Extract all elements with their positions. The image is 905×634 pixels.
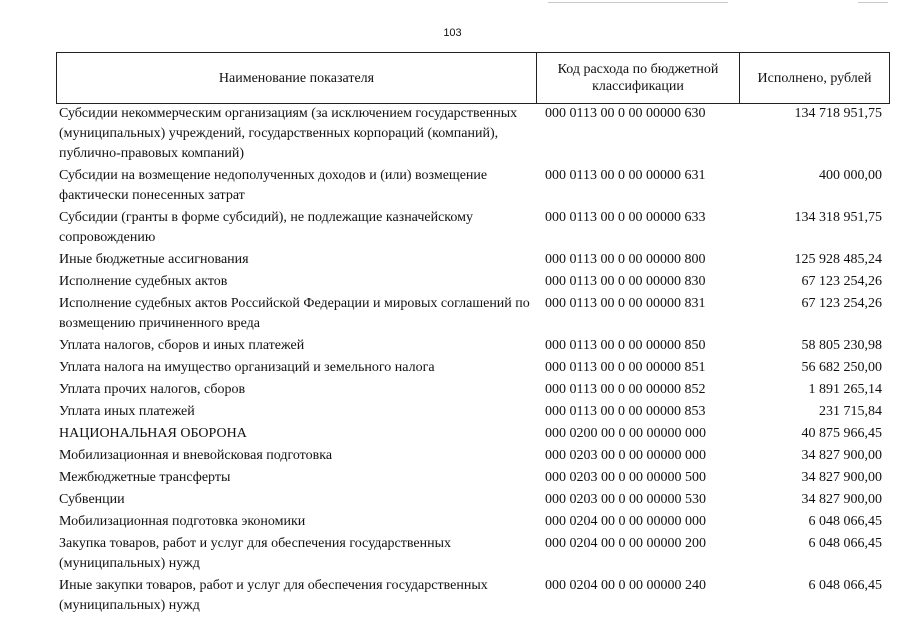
row-code: 000 0113 00 0 00 00000 830 bbox=[545, 274, 706, 289]
row-amount: 134 718 951,75 bbox=[794, 106, 882, 121]
table-row bbox=[56, 402, 890, 422]
row-name: НАЦИОНАЛЬНАЯ ОБОРОНА bbox=[59, 426, 247, 441]
table-row bbox=[56, 294, 890, 334]
row-name: Мобилизационная и вневойсковая подготовка bbox=[59, 448, 333, 463]
row-amount: 58 805 230,98 bbox=[801, 338, 882, 353]
table-row bbox=[56, 490, 890, 510]
table-row bbox=[56, 336, 890, 356]
row-amount: 34 827 900,00 bbox=[801, 448, 882, 463]
row-name: Уплата прочих налогов, сборов bbox=[59, 382, 246, 397]
table-row bbox=[56, 250, 890, 270]
row-amount: 34 827 900,00 bbox=[801, 470, 882, 485]
row-name: Субвенции bbox=[59, 492, 125, 507]
table-row bbox=[56, 424, 890, 444]
row-amount: 40 875 966,45 bbox=[801, 426, 882, 441]
row-code: 000 0113 00 0 00 00000 630 bbox=[545, 106, 706, 121]
row-amount: 6 048 066,45 bbox=[808, 578, 882, 593]
row-name: Уплата иных платежей bbox=[59, 404, 195, 419]
row-code: 000 0113 00 0 00 00000 800 bbox=[545, 252, 706, 267]
row-code: 000 0113 00 0 00 00000 831 bbox=[545, 296, 706, 311]
scan-artifact-line bbox=[548, 2, 728, 3]
header-amount: Исполнено, рублей bbox=[757, 70, 872, 86]
row-name: Закупка товаров, работ и услуг для обеспечения государственных (муниципальных) нужд bbox=[59, 536, 452, 571]
table-row bbox=[56, 512, 890, 532]
row-amount: 67 123 254,26 bbox=[801, 296, 882, 311]
row-name: Субсидии (гранты в форме субсидий), не подлежащие казначейскому сопровождению bbox=[59, 210, 473, 245]
row-name: Исполнение судебных актов Российской Федерации и мировых соглашений по возмещению причиненного вреда bbox=[59, 296, 530, 331]
table-row bbox=[56, 534, 890, 574]
row-name: Межбюджетные трансферты bbox=[59, 470, 231, 485]
row-code: 000 0203 00 0 00 00000 530 bbox=[545, 492, 706, 507]
row-name: Уплата налогов, сборов и иных платежей bbox=[59, 338, 305, 353]
row-amount: 134 318 951,75 bbox=[794, 210, 882, 225]
row-code: 000 0113 00 0 00 00000 633 bbox=[545, 210, 706, 225]
scan-artifact-line bbox=[858, 2, 888, 3]
row-amount: 1 891 265,14 bbox=[808, 382, 882, 397]
table-row bbox=[56, 166, 890, 206]
row-amount: 67 123 254,26 bbox=[801, 274, 882, 289]
row-amount: 56 682 250,00 bbox=[801, 360, 882, 375]
table-row bbox=[56, 358, 890, 378]
row-code: 000 0204 00 0 00 00000 200 bbox=[545, 536, 706, 551]
header-code: Код расхода по бюджетной классификации bbox=[537, 53, 740, 103]
row-code: 000 0113 00 0 00 00000 853 bbox=[545, 404, 706, 419]
row-code: 000 0203 00 0 00 00000 000 bbox=[545, 448, 706, 463]
row-name: Исполнение судебных актов bbox=[59, 274, 228, 289]
row-amount: 6 048 066,45 bbox=[808, 514, 882, 529]
row-name: Субсидии некоммерческим организациям (за исключением государственных (муниципальных) учреждений, государственных корпораций (компаний), публично-правовых компаний) bbox=[59, 106, 518, 161]
table-row bbox=[56, 104, 890, 164]
table-row bbox=[56, 208, 890, 248]
row-amount: 400 000,00 bbox=[819, 168, 882, 183]
row-name: Уплата налога на имущество организаций и земельного налога bbox=[59, 360, 435, 375]
row-amount: 34 827 900,00 bbox=[801, 492, 882, 507]
row-amount: 231 715,84 bbox=[819, 404, 882, 419]
table-row bbox=[56, 380, 890, 400]
row-name: Иные закупки товаров, работ и услуг для обеспечения государственных (муниципальных) нужд bbox=[59, 578, 488, 613]
row-code: 000 0113 00 0 00 00000 851 bbox=[545, 360, 706, 375]
row-code: 000 0200 00 0 00 00000 000 bbox=[545, 426, 706, 441]
row-code: 000 0203 00 0 00 00000 500 bbox=[545, 470, 706, 485]
row-code: 000 0113 00 0 00 00000 850 bbox=[545, 338, 706, 353]
row-code: 000 0113 00 0 00 00000 631 bbox=[545, 168, 706, 183]
table-header bbox=[56, 52, 890, 104]
row-name: Мобилизационная подготовка экономики bbox=[59, 514, 306, 529]
page-number: 103 bbox=[443, 27, 462, 39]
row-code: 000 0113 00 0 00 00000 852 bbox=[545, 382, 706, 397]
row-amount: 6 048 066,45 bbox=[808, 536, 882, 551]
row-name: Субсидии на возмещение недополученных доходов и (или) возмещение фактически понесенных затрат bbox=[59, 168, 488, 203]
table-body bbox=[56, 104, 890, 618]
table-row bbox=[56, 576, 890, 616]
row-name: Иные бюджетные ассигнования bbox=[59, 252, 249, 267]
table-row bbox=[56, 468, 890, 488]
table-row bbox=[56, 272, 890, 292]
row-code: 000 0204 00 0 00 00000 000 bbox=[545, 514, 706, 529]
row-code: 000 0204 00 0 00 00000 240 bbox=[545, 578, 706, 593]
table-row bbox=[56, 446, 890, 466]
header-name: Наименование показателя bbox=[57, 53, 537, 103]
row-amount: 125 928 485,24 bbox=[794, 252, 882, 267]
